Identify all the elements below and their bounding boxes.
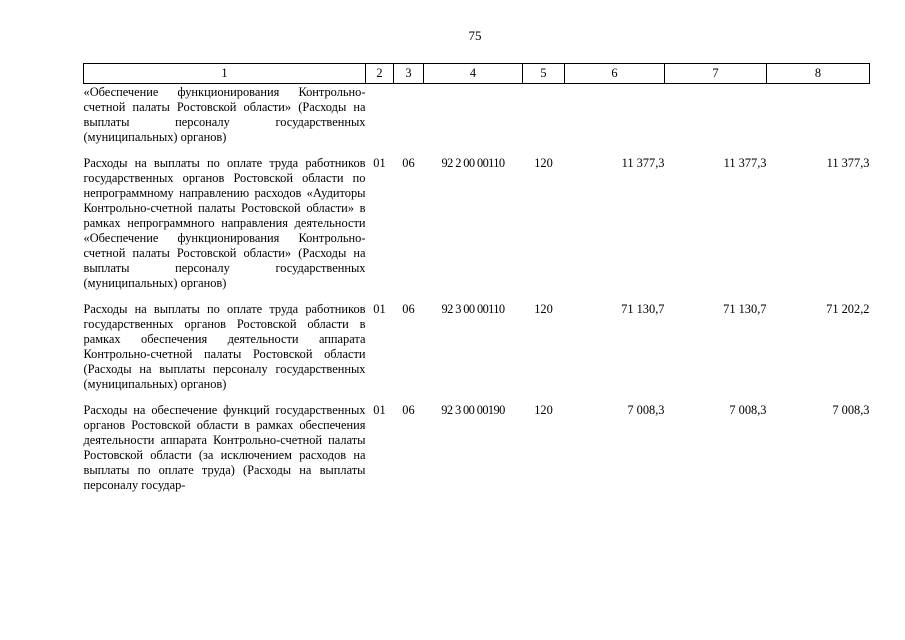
- table-row: [84, 145, 870, 291]
- table-row: [84, 392, 870, 493]
- row-section: 01: [373, 302, 386, 316]
- row-amount-2: 11 377,3: [723, 156, 767, 170]
- row-expense-type: 120: [534, 302, 553, 316]
- row-amount-1: [565, 84, 665, 146]
- row-amount-1: 11 377,3: [621, 156, 665, 170]
- row-description: Расходы на выплаты по оплате труда работников государственных органов Ростовской области в рамках обеспечения деятельности аппарата Контрольно-счетной палаты Ростовской области (Расходы на выплаты персоналу государственных (муниципальных) органов): [83, 302, 366, 391]
- row-amount-3: 7 008,3: [832, 403, 870, 417]
- row-description: Расходы на обеспечение функций государственных органов Ростовской области в рамках обеспечения деятельности аппарата Контрольно-счетной палаты Ростовской области (за исключением расходов на выплаты по оплате труда) (Расходы на выплаты персоналу государ-: [83, 403, 366, 492]
- budget-table: [83, 63, 870, 493]
- header-row: [84, 64, 870, 84]
- table-row: [84, 84, 870, 146]
- row-amount-2: [665, 84, 767, 146]
- row-section: 01: [373, 156, 386, 170]
- row-target-code: [424, 84, 523, 146]
- row-description: Расходы на выплаты по оплате труда работников государственных органов Ростовской области по непрограммному направлению расходов «Аудиторы Контрольно-счетной палаты Ростовской области» в рамках непрограммного направления деятельности «Обеспечение функционирования Контрольно-счетной палаты Ростовской области» (Расходы на выплаты персоналу государственных (муниципальных) органов): [83, 156, 366, 290]
- column-header-1: 1: [84, 64, 366, 84]
- column-header-4: 4: [424, 64, 523, 84]
- row-description: «Обеспечение функционирования Контрольно-счетной палаты Ростовской области» (Расходы на выплаты персоналу государственных (муниципальных) органов): [83, 85, 366, 144]
- row-section: [366, 84, 394, 146]
- column-header-8: 8: [767, 64, 870, 84]
- row-amount-2: 71 130,7: [723, 302, 767, 316]
- row-subsection: 06: [402, 302, 415, 316]
- row-subsection: 06: [402, 156, 415, 170]
- row-amount-3: [767, 84, 870, 146]
- table-row: [84, 291, 870, 392]
- column-header-3: 3: [394, 64, 424, 84]
- row-subsection: [394, 84, 424, 146]
- row-expense-type: 120: [534, 156, 553, 170]
- row-target-code: 92 3 00 00110: [441, 302, 505, 316]
- row-amount-1: 71 130,7: [621, 302, 665, 316]
- row-subsection: 06: [402, 403, 415, 417]
- column-header-7: 7: [665, 64, 767, 84]
- row-section: 01: [373, 403, 386, 417]
- column-header-6: 6: [565, 64, 665, 84]
- column-header-2: 2: [366, 64, 394, 84]
- row-expense-type: [523, 84, 565, 146]
- row-amount-3: 11 377,3: [826, 156, 870, 170]
- row-expense-type: 120: [534, 403, 553, 417]
- row-amount-3: 71 202,2: [826, 302, 870, 316]
- page-number: 75: [468, 28, 482, 43]
- row-target-code: 92 2 00 00110: [441, 156, 505, 170]
- column-header-5: 5: [523, 64, 565, 84]
- row-amount-2: 7 008,3: [729, 403, 767, 417]
- row-target-code: 92 3 00 00190: [441, 403, 505, 417]
- row-amount-1: 7 008,3: [627, 403, 665, 417]
